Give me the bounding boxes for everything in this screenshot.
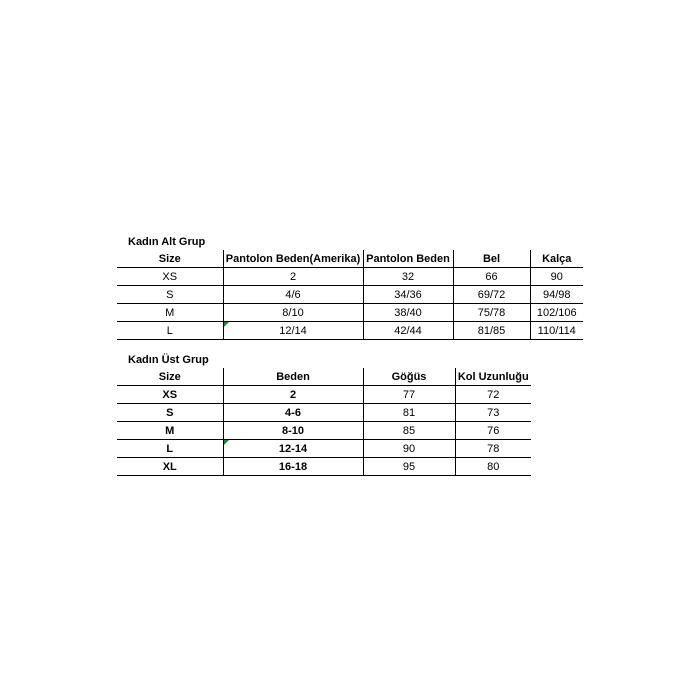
table-cell: 69/72 [453,286,530,304]
table-cell: 90 [363,440,455,458]
table-row [117,404,531,422]
table-cell: 75/78 [453,304,530,322]
table-cell: 32 [363,268,453,286]
table-cell: 72 [455,386,531,404]
table-cell: XS [117,386,223,404]
column-header: Size [117,368,223,386]
column-header: Kalça [530,250,583,268]
table-cell: 4/6 [223,286,363,304]
column-header: Size [117,250,223,268]
table-cell: 2 [223,268,363,286]
table-cell: M [117,422,223,440]
table-cell: 95 [363,458,455,476]
column-header: Göğüs [363,368,455,386]
column-header: Beden [223,368,363,386]
table-cell: 81/85 [453,322,530,340]
table-cell: 34/36 [363,286,453,304]
table-cell: 73 [455,404,531,422]
table-cell: 16-18 [223,458,363,476]
table-cell: 8/10 [223,304,363,322]
table-cell: 85 [363,422,455,440]
column-header: Pantolon Beden(Amerika) [223,250,363,268]
table-cell: 12-14 [223,440,363,458]
table-cell: 38/40 [363,304,453,322]
table-cell: 42/44 [363,322,453,340]
column-header: Pantolon Beden [363,250,453,268]
table-row [117,458,531,476]
table-cell: 12/14 [223,322,363,340]
table-row [117,386,531,404]
table-row [117,268,583,286]
table-cell: 94/98 [530,286,583,304]
table-cell: XS [117,268,223,286]
table-cell: L [117,322,223,340]
table-cell: S [117,286,223,304]
table-cell: 78 [455,440,531,458]
table1-title: Kadın Alt Grup [128,236,206,248]
table-row [117,422,531,440]
table-header-row [117,368,531,386]
table-cell: 80 [455,458,531,476]
table-cell: XL [117,458,223,476]
table-cell: M [117,304,223,322]
table-cell: 66 [453,268,530,286]
table-cell: 2 [223,386,363,404]
column-header: Bel [453,250,530,268]
table-row [117,286,583,304]
kadin-ust-grup-table [117,368,531,476]
table-cell: L [117,440,223,458]
table-cell: 110/114 [530,322,583,340]
column-header: Kol Uzunluğu [455,368,531,386]
table-cell: 4-6 [223,404,363,422]
table-row [117,322,583,340]
table-cell: 8-10 [223,422,363,440]
table-row [117,440,531,458]
table-cell: 77 [363,386,455,404]
table-cell: 102/106 [530,304,583,322]
table-cell: 81 [363,404,455,422]
table-cell: 76 [455,422,531,440]
table-row [117,304,583,322]
table2-title: Kadın Üst Grup [128,354,209,366]
kadin-alt-grup-table [117,250,583,340]
table-cell: 90 [530,268,583,286]
table-header-row [117,250,583,268]
table-cell: S [117,404,223,422]
